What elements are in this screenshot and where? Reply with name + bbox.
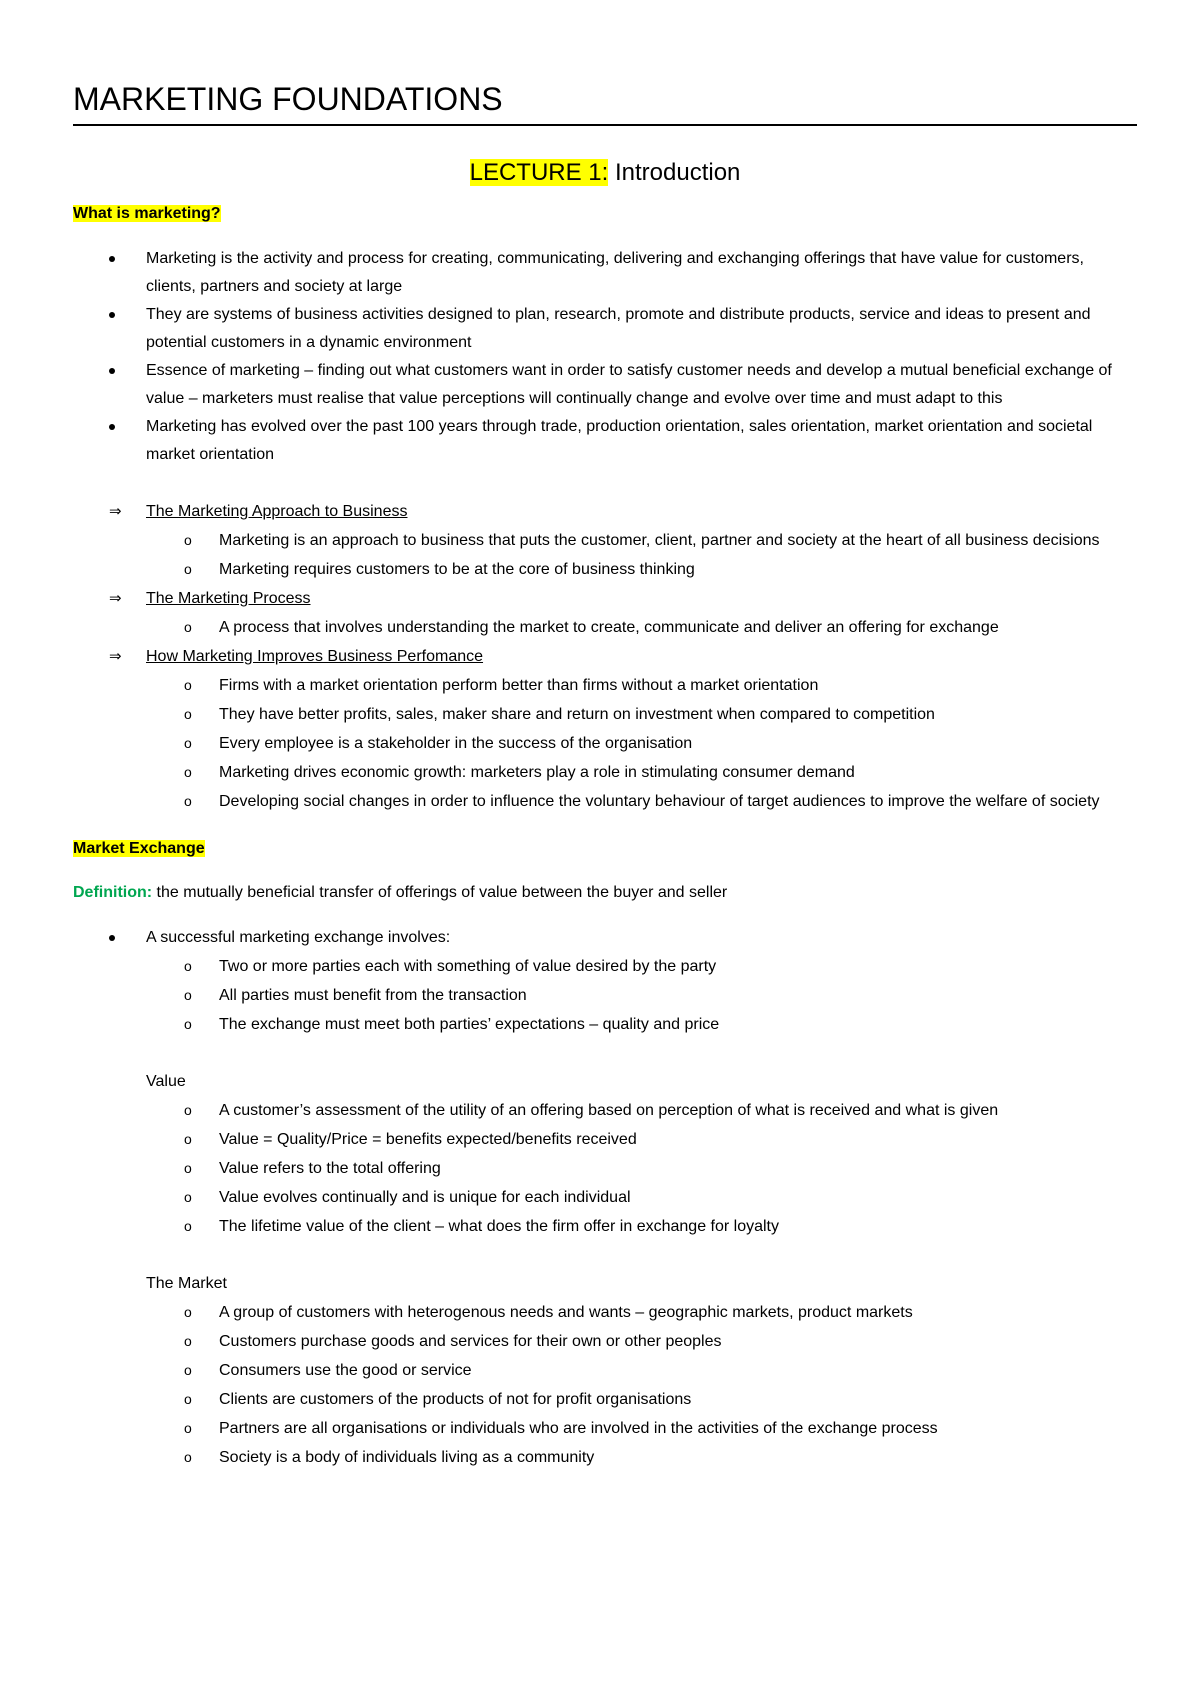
topic-title: The Marketing Approach to Business (146, 503, 408, 520)
sub-text: A customer’s assessment of the utility of an offering based on perception of what is received and what is given (219, 1102, 999, 1119)
circle-bullet-icon: o (184, 1160, 192, 1176)
definition (73, 882, 1137, 904)
lecture-label: LECTURE 1: (469, 159, 609, 186)
sub-text: Clients are customers of the products of not for profit organisations (219, 1391, 692, 1408)
topic-heading (73, 584, 1137, 613)
sub-text: All parties must benefit from the transaction (219, 987, 527, 1004)
sub-text: Two or more parties each with something of value desired by the party (219, 958, 717, 975)
circle-bullet-icon: o (184, 958, 192, 974)
list-item (73, 671, 1137, 700)
circle-bullet-icon: o (184, 1362, 192, 1378)
sub-text: Developing social changes in order to influence the voluntary behaviour of target audiences to improve the welfare of society (219, 793, 1100, 810)
circle-bullet-icon: o (184, 793, 192, 809)
topic-title: The Marketing Process (146, 590, 311, 607)
circle-bullet-icon: o (184, 1102, 192, 1118)
bullet-text: They are systems of business activities designed to plan, research, promote and distribute products, service and ideas to present and potential customers in a dynamic environment (146, 306, 1091, 351)
sub-list (73, 526, 1137, 584)
document-title: MARKETING FOUNDATIONS (73, 78, 1137, 126)
definition-label: Definition: (73, 884, 153, 901)
list-item (73, 613, 1137, 642)
bullet-icon (109, 424, 115, 430)
section-market-exchange (73, 838, 1137, 860)
the-market-heading: The Market (146, 1275, 227, 1292)
circle-bullet-icon: o (184, 706, 192, 722)
sub-text: Every employee is a stakeholder in the success of the organisation (219, 735, 693, 752)
value-heading: Value (146, 1073, 186, 1090)
circle-bullet-icon: o (184, 987, 192, 1003)
list-item (73, 1356, 1137, 1385)
sub-text: They have better profits, sales, maker share and return on investment when compared to competition (219, 706, 935, 723)
bullet-list (73, 245, 1137, 469)
topics-block (73, 497, 1137, 816)
topic-heading (73, 642, 1137, 671)
list-item (73, 357, 1137, 413)
sub-text: Consumers use the good or service (219, 1362, 472, 1379)
document-page (73, 78, 1137, 1472)
circle-bullet-icon: o (184, 764, 192, 780)
list-item (73, 1385, 1137, 1414)
sub-text: Marketing drives economic growth: marketers play a role in stimulating consumer demand (219, 764, 855, 781)
list-item (73, 924, 1137, 952)
lecture-topic: Introduction (614, 159, 741, 186)
circle-bullet-icon: o (184, 532, 192, 548)
sub-text: Marketing requires customers to be at the core of business thinking (219, 561, 695, 578)
sub-text: Customers purchase goods and services for their own or other peoples (219, 1333, 722, 1350)
bullet-icon (109, 312, 115, 318)
circle-bullet-icon: o (184, 735, 192, 751)
list-item (73, 245, 1137, 301)
list-item (73, 1183, 1137, 1212)
circle-bullet-icon: o (184, 619, 192, 635)
topic-title: How Marketing Improves Business Perfomance (146, 648, 484, 665)
sub-text: A process that involves understanding the market to create, communicate and deliver an offering for exchange (219, 619, 999, 636)
list-item (73, 413, 1137, 469)
arrow-icon: ⇒ (109, 502, 122, 520)
list-item (73, 301, 1137, 357)
list-item (73, 526, 1137, 555)
circle-bullet-icon: o (184, 1016, 192, 1032)
list-item (73, 1443, 1137, 1472)
circle-bullet-icon: o (184, 561, 192, 577)
circle-bullet-icon: o (184, 1131, 192, 1147)
sub-text: The lifetime value of the client – what does the firm offer in exchange for loyalty (219, 1218, 779, 1235)
list-item (73, 981, 1137, 1010)
list-item (73, 758, 1137, 787)
list-item (73, 729, 1137, 758)
arrow-icon: ⇒ (109, 647, 122, 665)
sub-text: Value = Quality/Price = benefits expected/benefits received (219, 1131, 637, 1148)
circle-bullet-icon: o (184, 1189, 192, 1205)
definition-text: the mutually beneficial transfer of offerings of value between the buyer and seller (156, 884, 728, 901)
list-item (73, 1125, 1137, 1154)
list-item (73, 1298, 1137, 1327)
sub-text: Marketing is an approach to business that puts the customer, client, partner and society at the heart of all business decisions (219, 532, 1100, 549)
sub-text: Partners are all organisations or individuals who are involved in the activities of the exchange process (219, 1420, 938, 1437)
sub-text: Value refers to the total offering (219, 1160, 441, 1177)
bullet-text: A successful marketing exchange involves: (146, 929, 451, 946)
bullet-text: Marketing has evolved over the past 100 years through trade, production orientation, sales orientation, market orientation and societal market orientation (146, 418, 1093, 463)
circle-bullet-icon: o (184, 1304, 192, 1320)
circle-bullet-icon: o (184, 1218, 192, 1234)
list-item (73, 1414, 1137, 1443)
bullet-icon (109, 935, 115, 941)
circle-bullet-icon: o (184, 677, 192, 693)
bullet-text: Essence of marketing – finding out what customers want in order to satisfy customer needs and develop a mutual beneficial exchange of value – marketers must realise that value perceptions will continually change and evolve over time and must adapt to this (146, 362, 1112, 407)
bullet-icon (109, 256, 115, 262)
topic-heading (73, 497, 1137, 526)
sub-text: Firms with a market orientation perform better than firms without a market orientation (219, 677, 819, 694)
list-item (73, 952, 1137, 981)
arrow-icon: ⇒ (109, 589, 122, 607)
sub-text: The exchange must meet both parties’ expectations – quality and price (219, 1016, 720, 1033)
circle-bullet-icon: o (184, 1391, 192, 1407)
list-item (73, 1327, 1137, 1356)
list-item (73, 1096, 1137, 1125)
list-item (73, 1010, 1137, 1039)
list-item (73, 1212, 1137, 1241)
section-what-is-marketing (73, 203, 1137, 225)
sub-text: A group of customers with heterogenous needs and wants – geographic markets, product markets (219, 1304, 913, 1321)
sub-text: Value evolves continually and is unique for each individual (219, 1189, 631, 1206)
sub-text: Society is a body of individuals living as a community (219, 1449, 595, 1466)
circle-bullet-icon: o (184, 1449, 192, 1465)
section-heading: Market Exchange (73, 840, 205, 857)
sub-list (73, 671, 1137, 816)
circle-bullet-icon: o (184, 1420, 192, 1436)
sub-list (73, 952, 1137, 1039)
circle-bullet-icon: o (184, 1333, 192, 1349)
list-item (73, 1154, 1137, 1183)
section-heading: What is marketing? (73, 205, 221, 222)
sub-list (73, 613, 1137, 642)
lecture-heading (73, 157, 1137, 189)
bullet-icon (109, 368, 115, 374)
sub-list (73, 1298, 1137, 1472)
bullet-list (73, 924, 1137, 952)
list-item (73, 787, 1137, 816)
sub-list (73, 1096, 1137, 1241)
list-item (73, 700, 1137, 729)
bullet-text: Marketing is the activity and process for creating, communicating, delivering and exchanging offerings that have value for customers, clients, partners and society at large (146, 250, 1084, 295)
list-item (73, 555, 1137, 584)
